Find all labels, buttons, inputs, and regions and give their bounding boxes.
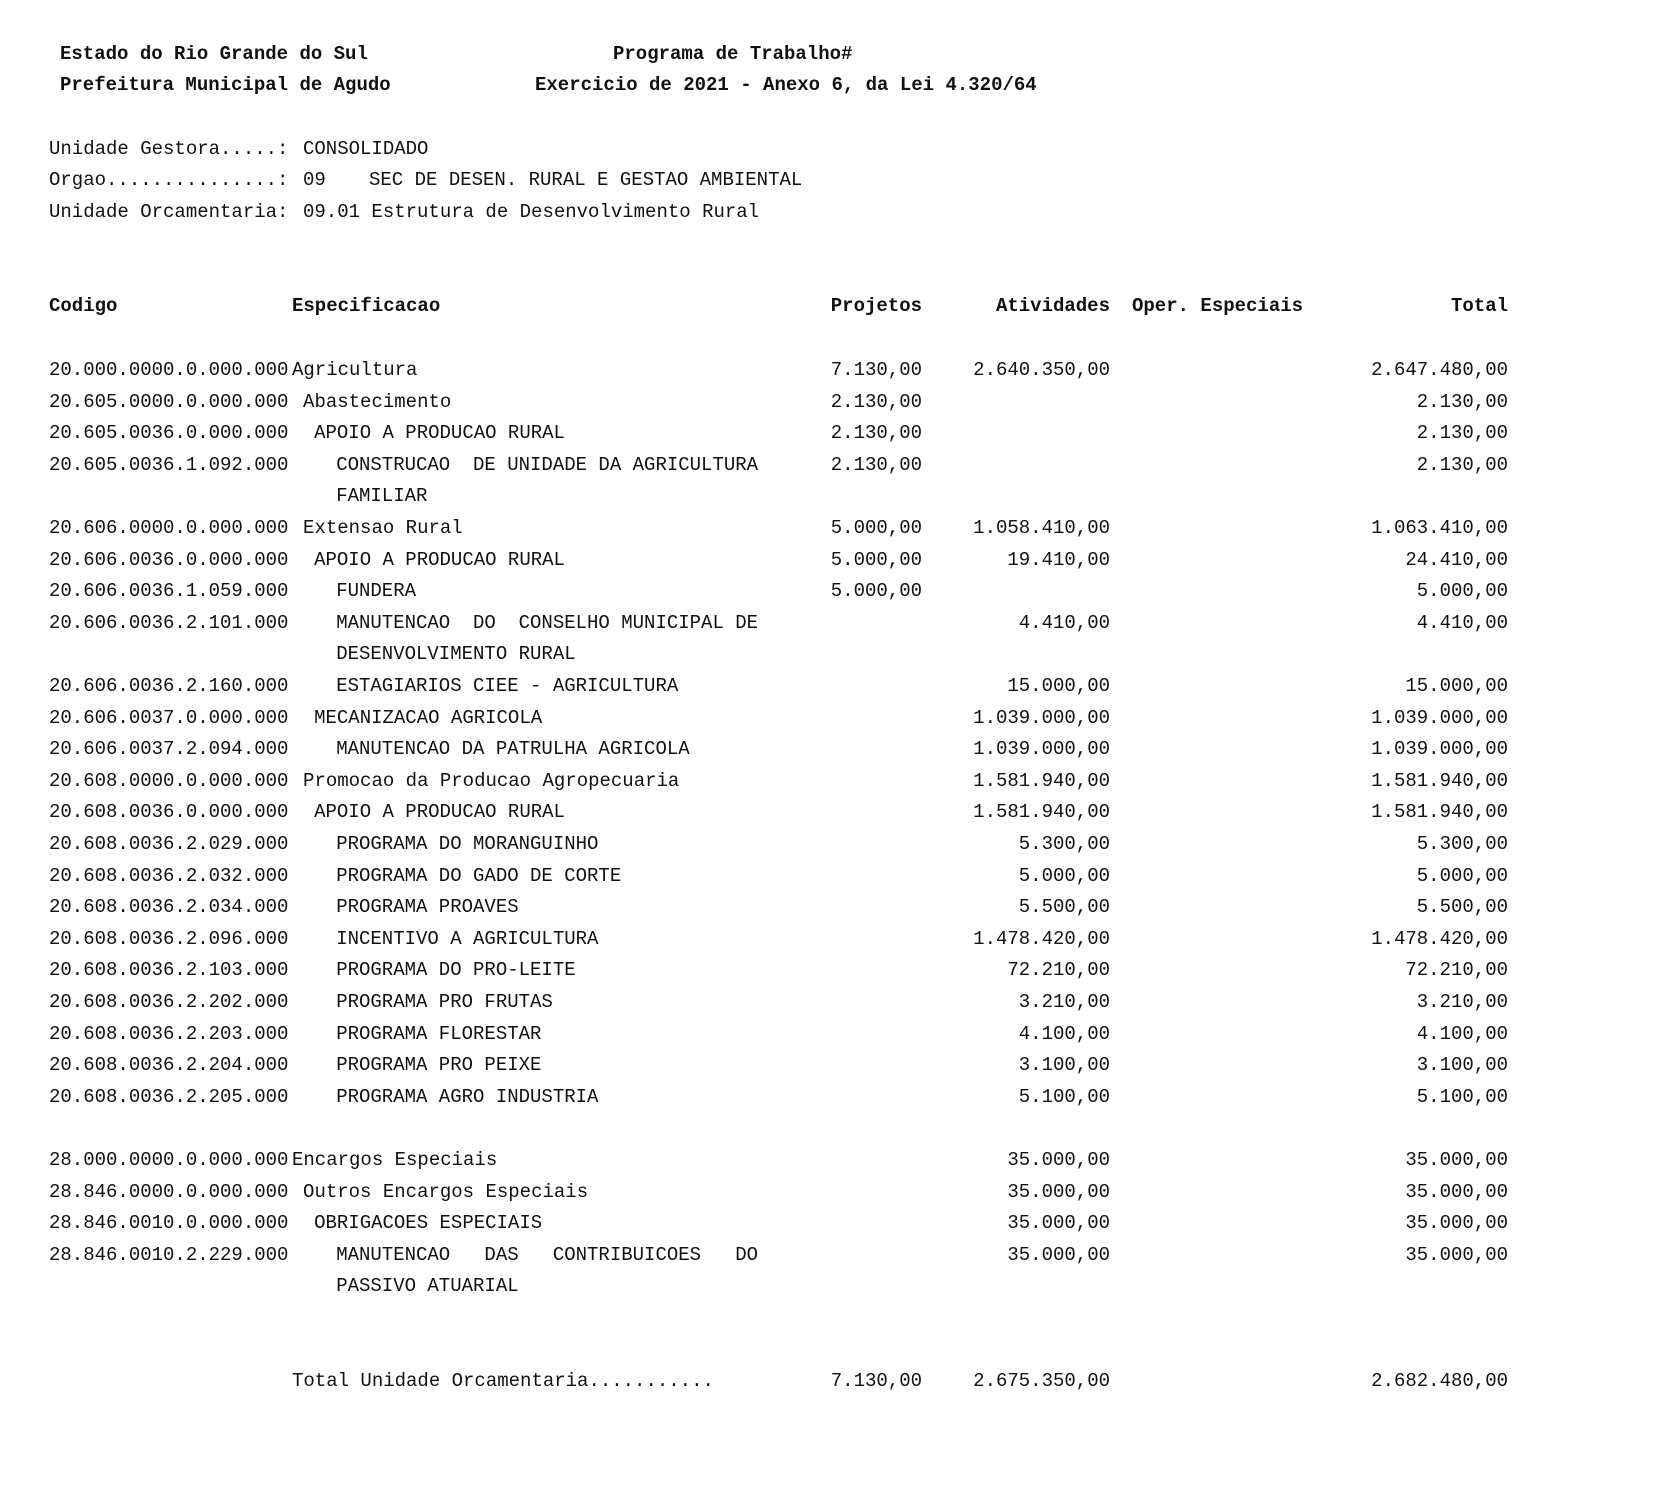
total-projetos: 7.130,00 [830,1370,922,1392]
row-total: 1.581.940,00 [1371,769,1508,792]
row-especificacao: MANUTENCAO DO CONSELHO MUNICIPAL DE [336,611,759,634]
row-codigo: 20.608.0036.2.204.000 [49,1054,289,1077]
row-especificacao: OBRIGACOES ESPECIAIS [314,1212,543,1235]
row-atividades: 1.478.420,00 [973,927,1110,950]
row-atividades: 3.100,00 [1018,1054,1110,1077]
row-atividades: 19.410,00 [1007,548,1110,571]
row-atividades: 35.000,00 [1007,1149,1110,1171]
row-especificacao: APOIO A PRODUCAO RURAL [314,548,565,571]
row-total: 15.000,00 [1405,675,1508,697]
row-atividades: 72.210,00 [1007,959,1110,982]
program-title: Programa de Trabalho# [613,43,853,65]
row-especificacao: PROGRAMA DO GADO DE CORTE [336,864,622,887]
row-codigo: 20.608.0000.0.000.000 [49,769,289,792]
row-total: 2.647.480,00 [1371,359,1508,381]
row-especificacao: MECANIZACAO AGRICOLA [314,706,543,729]
orgao-label: Orgao...............: [49,169,289,191]
row-projetos: 5.000,00 [830,548,922,571]
orgao-name: SEC DE DESEN. RURAL E GESTAO AMBIENTAL [369,169,803,191]
row-total: 2.130,00 [1416,422,1508,445]
row-projetos: 7.130,00 [830,359,922,381]
row-atividades: 1.581.940,00 [973,801,1110,824]
row-codigo: 20.608.0036.0.000.000 [49,801,289,824]
row-atividades: 5.300,00 [1018,833,1110,855]
row-atividades: 1.581.940,00 [973,769,1110,792]
municipality-title: Prefeitura Municipal de Agudo [60,74,391,96]
row-total: 5.100,00 [1416,1085,1508,1108]
row-total: 1.039.000,00 [1371,738,1508,761]
row-codigo: 20.606.0036.0.000.000 [49,548,289,571]
row-atividades: 3.210,00 [1018,991,1110,1013]
row-especificacao: INCENTIVO A AGRICULTURA [336,927,599,950]
col-header-codigo: Codigo [49,295,118,317]
row-total: 5.000,00 [1416,580,1508,603]
row-atividades: 35.000,00 [1007,1243,1110,1266]
row-atividades: 35.000,00 [1007,1212,1110,1235]
row-total: 3.210,00 [1416,991,1508,1013]
row-total: 4.410,00 [1416,611,1508,634]
row-codigo: 20.608.0036.2.205.000 [49,1085,289,1108]
row-atividades: 1.039.000,00 [973,738,1110,761]
unidade-orcamentaria-value: 09.01 Estrutura de Desenvolvimento Rural [303,201,760,223]
row-especificacao: FAMILIAR [336,485,428,508]
col-header-atividades: Atividades [995,295,1110,317]
row-atividades: 4.410,00 [1018,611,1110,634]
row-especificacao: PROGRAMA PROAVES [336,896,519,919]
row-total: 72.210,00 [1405,959,1508,982]
row-especificacao: Encargos Especiais [292,1149,498,1171]
exercise-title: Exercicio de 2021 - Anexo 6, da Lei 4.320/64 [535,74,1037,96]
row-total: 2.130,00 [1416,390,1508,413]
row-atividades: 2.640.350,00 [973,359,1110,381]
col-header-total: Total [1450,295,1508,317]
row-codigo: 20.608.0036.2.032.000 [49,864,289,887]
row-especificacao: PROGRAMA PRO FRUTAS [336,991,553,1013]
unidade-gestora-value: CONSOLIDADO [303,138,429,160]
row-codigo: 20.606.0036.2.160.000 [49,675,289,697]
row-total: 35.000,00 [1405,1212,1508,1235]
row-total: 5.300,00 [1416,833,1508,855]
row-codigo: 28.846.0000.0.000.000 [49,1180,289,1203]
row-total: 1.478.420,00 [1371,927,1508,950]
state-title: Estado do Rio Grande do Sul [60,43,368,65]
row-especificacao: Agricultura [292,359,418,381]
row-atividades: 1.039.000,00 [973,706,1110,729]
row-codigo: 20.608.0036.2.096.000 [49,927,289,950]
row-especificacao: Outros Encargos Especiais [303,1180,589,1203]
row-codigo: 20.000.0000.0.000.000 [49,359,289,381]
row-atividades: 35.000,00 [1007,1180,1110,1203]
row-total: 4.100,00 [1416,1022,1508,1045]
col-header-especificacao: Especificacao [292,295,441,317]
row-especificacao: PROGRAMA DO PRO-LEITE [336,959,576,982]
row-especificacao: DESENVOLVIMENTO RURAL [336,643,576,666]
row-codigo: 20.608.0036.2.202.000 [49,991,289,1013]
orgao-code: 09 [303,169,326,191]
row-especificacao: MANUTENCAO DAS CONTRIBUICOES DO [336,1243,759,1266]
row-especificacao: FUNDERA [336,580,417,603]
row-projetos: 5.000,00 [830,517,922,539]
row-atividades: 5.000,00 [1018,864,1110,887]
row-codigo: 28.846.0010.0.000.000 [49,1212,289,1235]
total-total: 2.682.480,00 [1371,1370,1508,1392]
row-projetos: 2.130,00 [830,422,922,445]
row-projetos: 2.130,00 [830,453,922,476]
row-atividades: 1.058.410,00 [973,517,1110,539]
row-especificacao: PASSIVO ATUARIAL [336,1275,519,1298]
total-label: Total Unidade Orcamentaria........... [292,1370,714,1392]
unidade-gestora-label: Unidade Gestora.....: [49,138,289,160]
row-especificacao: PROGRAMA AGRO INDUSTRIA [336,1085,599,1108]
row-codigo: 28.000.0000.0.000.000 [49,1149,289,1171]
row-codigo: 20.606.0037.0.000.000 [49,706,289,729]
row-codigo: 20.605.0036.0.000.000 [49,422,289,445]
total-atividades: 2.675.350,00 [973,1370,1110,1392]
row-especificacao: PROGRAMA PRO PEIXE [336,1054,542,1077]
row-especificacao: Extensao Rural [303,517,463,539]
col-header-projetos: Projetos [830,295,922,317]
row-total: 5.000,00 [1416,864,1508,887]
row-total: 5.500,00 [1416,896,1508,919]
row-atividades: 5.500,00 [1018,896,1110,919]
row-especificacao: MANUTENCAO DA PATRULHA AGRICOLA [336,738,690,761]
row-atividades: 4.100,00 [1018,1022,1110,1045]
row-atividades: 5.100,00 [1018,1085,1110,1108]
row-total: 1.039.000,00 [1371,706,1508,729]
row-codigo: 28.846.0010.2.229.000 [49,1243,289,1266]
row-total: 3.100,00 [1416,1054,1508,1077]
row-codigo: 20.606.0037.2.094.000 [49,738,289,761]
row-especificacao: Promocao da Producao Agropecuaria [303,769,680,792]
row-atividades: 15.000,00 [1007,675,1110,697]
row-total: 1.581.940,00 [1371,801,1508,824]
row-especificacao: Abastecimento [303,390,452,413]
row-total: 1.063.410,00 [1371,517,1508,539]
unidade-orcamentaria-label: Unidade Orcamentaria: [49,201,289,223]
col-header-oper-especiais: Oper. Especiais [1132,295,1304,317]
row-especificacao: APOIO A PRODUCAO RURAL [314,422,565,445]
row-projetos: 5.000,00 [830,580,922,603]
row-total: 24.410,00 [1405,548,1508,571]
row-codigo: 20.605.0036.1.092.000 [49,453,289,476]
row-codigo: 20.606.0036.1.059.000 [49,580,289,603]
row-total: 35.000,00 [1405,1180,1508,1203]
row-especificacao: CONSTRUCAO DE UNIDADE DA AGRICULTURA [336,453,759,476]
row-especificacao: ESTAGIARIOS CIEE - AGRICULTURA [336,675,679,697]
row-total: 2.130,00 [1416,453,1508,476]
row-total: 35.000,00 [1405,1149,1508,1171]
row-especificacao: PROGRAMA FLORESTAR [336,1022,542,1045]
row-codigo: 20.608.0036.2.029.000 [49,833,289,855]
row-codigo: 20.606.0000.0.000.000 [49,517,289,539]
row-codigo: 20.606.0036.2.101.000 [49,611,289,634]
row-especificacao: APOIO A PRODUCAO RURAL [314,801,565,824]
row-total: 35.000,00 [1405,1243,1508,1266]
row-codigo: 20.608.0036.2.203.000 [49,1022,289,1045]
row-codigo: 20.605.0000.0.000.000 [49,390,289,413]
row-especificacao: PROGRAMA DO MORANGUINHO [336,833,599,855]
row-codigo: 20.608.0036.2.103.000 [49,959,289,982]
row-projetos: 2.130,00 [830,390,922,413]
row-codigo: 20.608.0036.2.034.000 [49,896,289,919]
